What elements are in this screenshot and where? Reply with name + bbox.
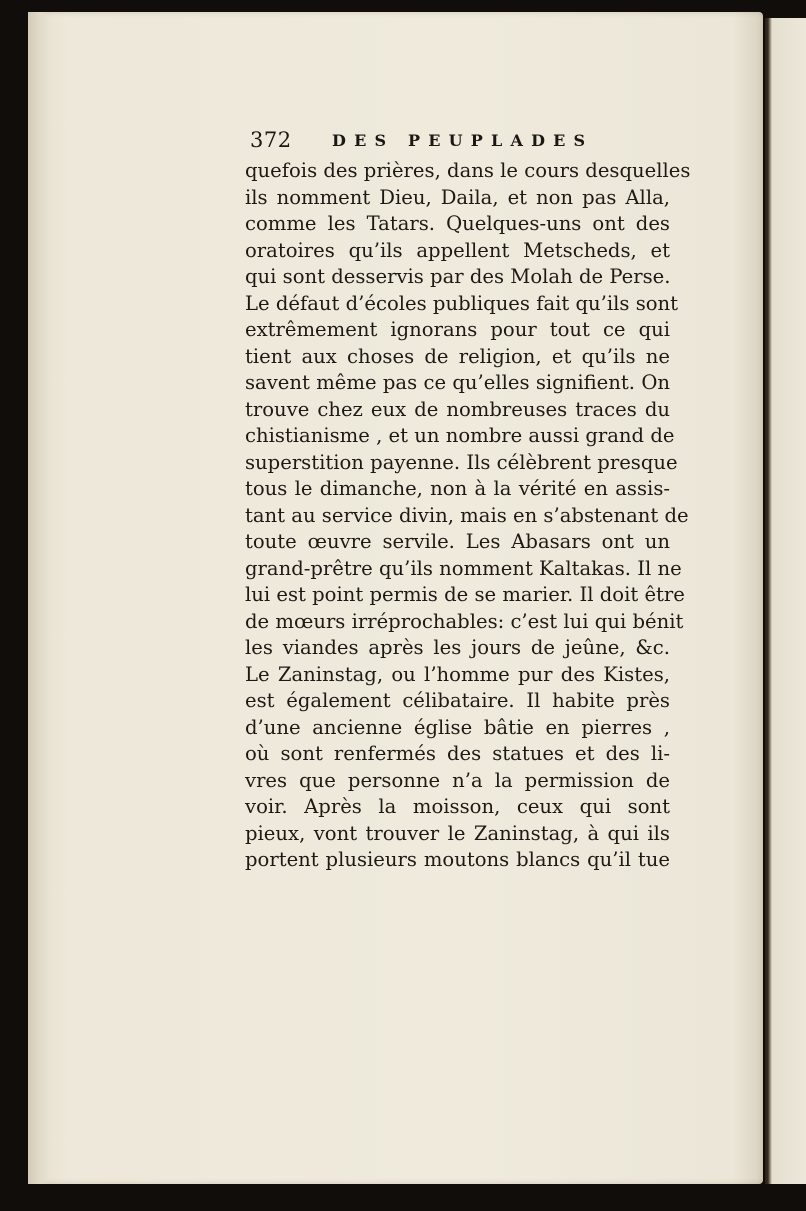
page-number: 372 — [250, 128, 292, 152]
text-line: pieux, vont trouver le Zaninstag, à qui ils — [245, 821, 670, 845]
text-line: qui sont desservis par des Molah de Perse. — [245, 265, 671, 288]
body-text — [245, 158, 691, 874]
text-line: vres que personne n’a la permission de — [245, 768, 670, 792]
text-line: trouve chez eux de nombreuses traces du — [245, 397, 670, 421]
text-line: chistianisme , et un nombre aussi grand de — [245, 424, 675, 447]
text-line: lui est point permis de se marier. Il doit être — [245, 583, 685, 606]
text-line: superstition payenne. Ils célèbrent presque — [245, 450, 678, 474]
deckled-page-edge — [28, 12, 50, 1184]
text-line: Le défaut d’écoles publiques fait qu’ils sont — [245, 291, 679, 315]
text-line: Le Zaninstag, ou l’homme pur des Kistes, — [245, 662, 670, 686]
page-header — [250, 128, 670, 158]
text-line: ils nomment Dieu, Daila, et non pas Alla, — [245, 185, 670, 209]
text-line: est également célibataire. Il habite près — [245, 689, 670, 712]
text-line: d’une ancienne église bâtie en pierres , — [245, 715, 670, 739]
text-line: portent plusieurs moutons blancs qu’il tue — [245, 848, 670, 871]
text-line: extrêmement ignorans pour tout ce qui — [245, 318, 670, 341]
text-line: tant au service divin, mais en s’abstenant de — [245, 503, 689, 527]
text-line: quefois des prières, dans le cours desquelles — [245, 159, 691, 182]
text-line: de mœurs irréprochables: c’est lui qui bénit — [245, 609, 684, 633]
text-line: comme les Tatars. Quelques-uns ont des — [245, 212, 670, 235]
text-line: grand-prêtre qu’ils nomment Kaltakas. Il ne — [245, 556, 682, 580]
text-line: voir. Après la moisson, ceux qui sont — [245, 795, 670, 818]
text-line: où sont renfermés des statues et des li- — [245, 742, 670, 765]
text-line: les viandes après les jours de jeûne, &c. — [245, 636, 670, 659]
text-line: oratoires qu’ils appellent Metscheds, et — [245, 238, 670, 262]
text-line: toute œuvre servile. Les Abasars ont un — [245, 530, 670, 553]
text-line: tient aux choses de religion, et qu’ils ne — [245, 344, 670, 368]
adjacent-page-edge — [765, 18, 806, 1184]
text-line: tous le dimanche, non à la vérité en assis- — [245, 477, 670, 500]
text-line: savent même pas ce qu’elles signifient. On — [245, 371, 670, 394]
running-head: DES PEUPLADES — [332, 131, 594, 150]
